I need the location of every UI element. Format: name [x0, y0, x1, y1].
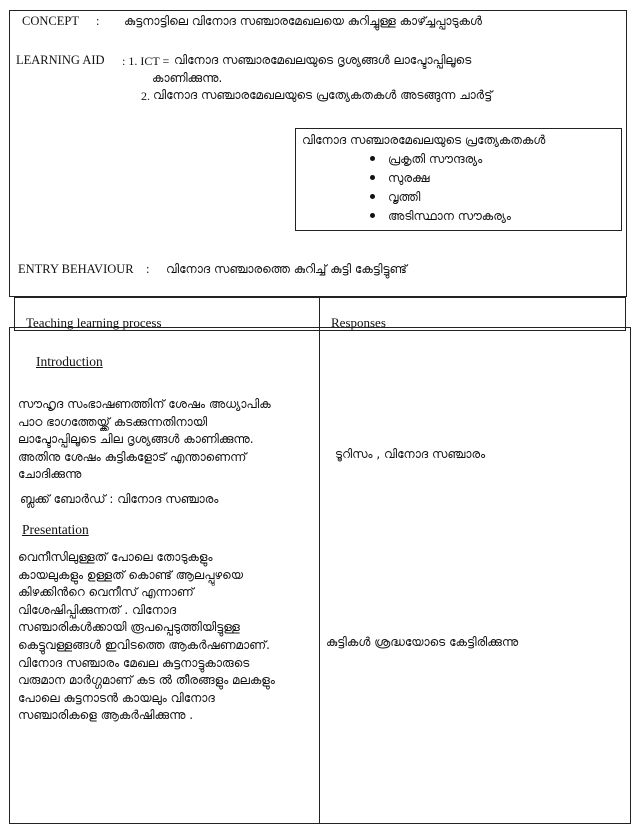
blackboard-note: ബ്ലക്ക് ബോർഡ് : വിനോദ സഞ്ചാരം: [20, 492, 219, 506]
learning-aid-item1-cont: കാണിക്കുന്നു.: [152, 71, 223, 85]
learning-aid-label: LEARNING AID: [16, 53, 105, 67]
column-header-responses: Responses: [331, 315, 386, 330]
features-list-item: സുരക്ഷ: [370, 169, 511, 188]
features-chart-box: [295, 128, 622, 231]
features-list: [370, 150, 511, 226]
learning-aid-item1: വിനോദ സഞ്ചാരമേഖലയുടെ ദൃശ്യങ്ങൾ ലാപ്ടോപ്പിലൂടെ: [174, 53, 472, 67]
concept-label: CONCEPT: [22, 14, 79, 28]
introduction-text: സൗഹൃദ സംഭാഷണത്തിന് ശേഷം അധ്യാപിക പാഠ ഭാഗത്തേയ്ക്ക് കടക്കുന്നതിനായി ലാപ്ടോപ്പിലൂടെ ചില ദൃശ്യങ്ങൾ കാണിക്കുന്നു. അതിനു ശേഷം കുട്ടികളോട് എന്താണെന്ന് ചോദിക്കുന്നു: [18, 397, 271, 482]
bullet-icon: [370, 156, 375, 161]
entry-behaviour-label: ENTRY BEHAVIOUR: [18, 262, 134, 276]
bullet-icon: [370, 175, 375, 180]
presentation-response: കുട്ടികൾ ശ്രദ്ധയോടെ കേട്ടിരിക്കുന്നു: [326, 635, 519, 649]
introduction-heading: Introduction: [36, 354, 103, 369]
learning-aid-item1-prefix: : 1. ICT =: [122, 54, 170, 68]
features-list-item: പ്രകൃതി സൗന്ദര്യം: [370, 150, 511, 169]
introduction-response: ടൂറിസം , വിനോദ സഞ്ചാരം: [335, 447, 486, 461]
bullet-icon: [370, 194, 375, 199]
features-title: വിനോദ സഞ്ചാരമേഖലയുടെ പ്രത്യേകതകൾ: [302, 133, 546, 147]
column-header-process: Teaching learning process: [26, 315, 162, 330]
features-list-item: അടിസ്ഥാന സൗകര്യം: [370, 207, 511, 226]
bullet-icon: [370, 213, 375, 218]
presentation-text: വെനീസിലുള്ളത് പോലെ തോടുകളും കായലുകളും ഉള്ളത് കൊണ്ട് ആലപ്പുഴയെ കിഴക്കിൻറെ വെനീസ് എന്നാണ് വിശേഷിപ്പിക്കുന്നത് . വിനോദ സഞ്ചാരികൾക്കായി രൂപപ്പെടുത്തിയിട്ടുള്ള കെട്ടുവള്ളങ്ങൾ ഇവിടത്തെ ആകർഷണമാണ്. വിനോദ സഞ്ചാരം മേഖല കുട്ടനാട്ടുകാരുടെ വരുമാന മാർഗ്ഗമാണ് കട ൽ തീരങ്ങളും മലകളും പോലെ കുട്ടനാടൻ കായലും വിനോദ സഞ്ചാരികളെ ആകർഷിക്കുന്നു .: [18, 550, 275, 723]
concept-text: കുട്ടനാട്ടിലെ വിനോദ സഞ്ചാരമേഖലയെ കുറിച്ചുള്ള കാഴ്ച്ചപ്പാടുകൾ: [124, 14, 482, 28]
features-list-item: വൃത്തി: [370, 188, 511, 207]
concept-colon: :: [96, 14, 100, 28]
entry-behaviour-text: വിനോദ സഞ്ചാരത്തെ കുറിച്ച് കുട്ടി കേട്ടിട്ടുണ്ട്: [166, 262, 407, 276]
entry-behaviour-colon: :: [146, 262, 150, 276]
learning-aid-item2-prefix: 2.: [141, 89, 150, 103]
learning-aid-item2: വിനോദ സഞ്ചാരമേഖലയുടെ പ്രത്യേകതകൾ അടങ്ങുന്ന ചാർട്ട്: [153, 88, 493, 102]
column-divider: [319, 297, 320, 824]
presentation-heading: Presentation: [22, 522, 89, 537]
